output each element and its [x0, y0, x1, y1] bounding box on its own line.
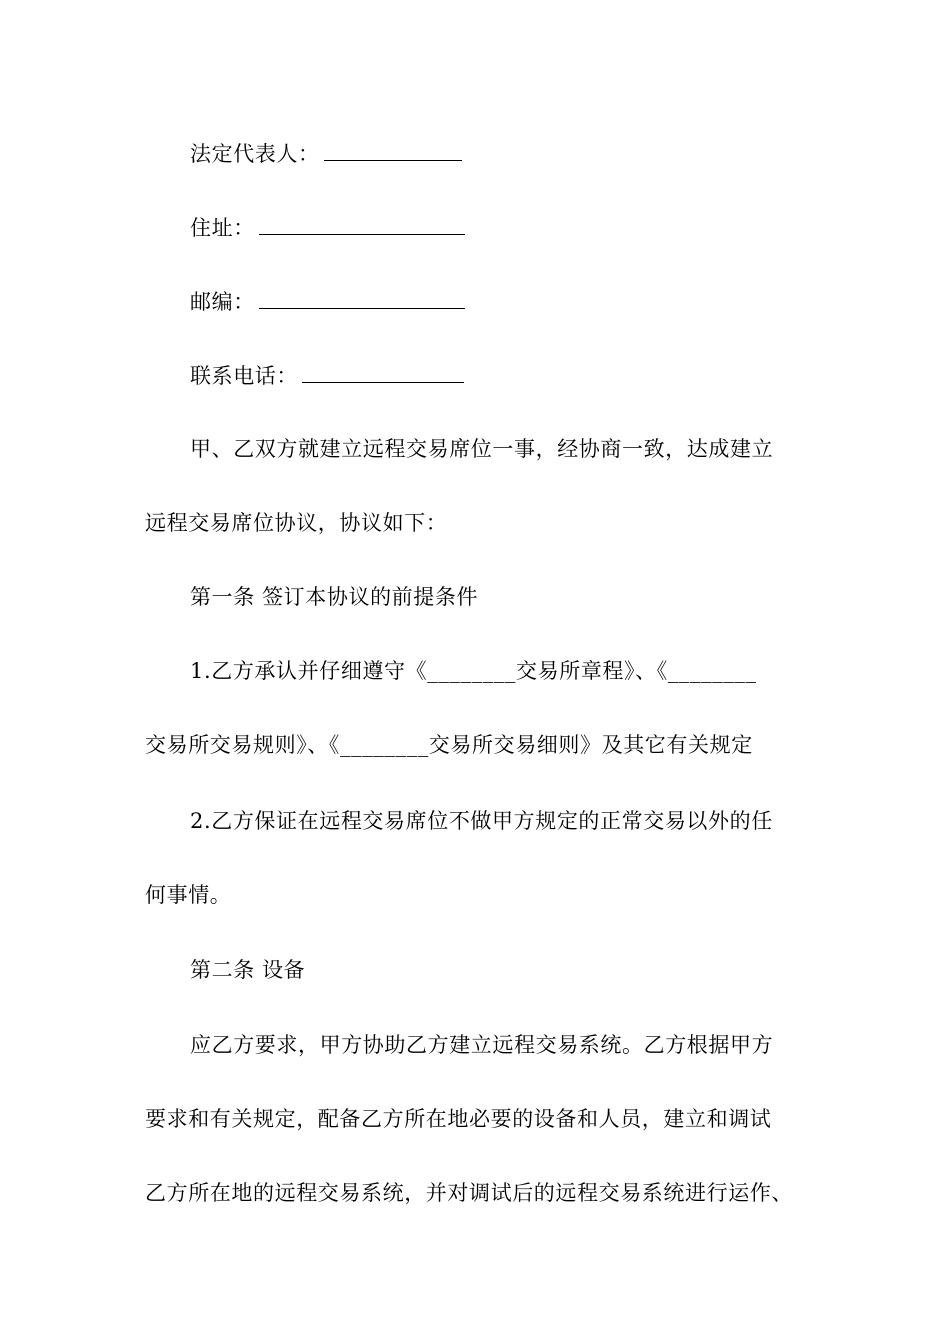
article-2-title: 第二条 设备	[190, 958, 306, 982]
intro-paragraph-line2: 远程交易席位协议，协议如下：	[145, 511, 448, 535]
address-blank	[259, 212, 465, 235]
item-1-line2: 交易所交易规则》、《________交易所交易细则》及其它有关规定	[145, 733, 753, 757]
legal-representative-label: 法定代表人：	[190, 142, 320, 166]
article-2-body-line1: 应乙方要求，甲方协助乙方建立远程交易系统。乙方根据甲方	[190, 1033, 774, 1057]
article-2-body-line3: 乙方所在地的远程交易系统，并对调试后的远程交易系统进行运作、	[145, 1181, 793, 1205]
postcode-field	[190, 286, 465, 317]
legal-representative-field	[190, 138, 462, 169]
postcode-label: 邮编：	[190, 290, 255, 314]
phone-field	[190, 360, 464, 391]
legal-representative-blank	[324, 138, 462, 161]
address-field	[190, 212, 465, 243]
postcode-blank	[259, 286, 465, 309]
item-2-line2: 何事情。	[145, 883, 232, 907]
phone-blank	[302, 360, 464, 383]
address-label: 住址：	[190, 216, 255, 240]
phone-label: 联系电话：	[190, 364, 298, 388]
article-1-title: 第一条 签订本协议的前提条件	[190, 585, 479, 609]
item-2-line1: 2.乙方保证在远程交易席位不做甲方规定的正常交易以外的任	[190, 809, 773, 833]
intro-paragraph-line1: 甲、乙双方就建立远程交易席位一事，经协商一致，达成建立	[190, 437, 774, 461]
article-2-body-line2: 要求和有关规定，配备乙方所在地必要的设备和人员，建立和调试	[145, 1107, 772, 1131]
item-1-line1: 1.乙方承认并仔细遵守《________交易所章程》、《________	[190, 659, 757, 683]
